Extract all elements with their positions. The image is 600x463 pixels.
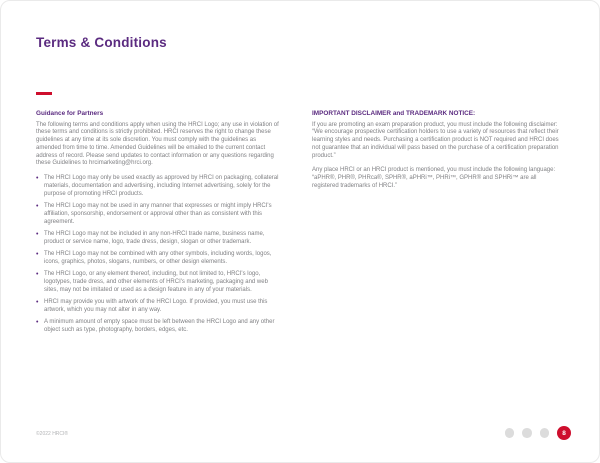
- content-columns: [36, 110, 564, 340]
- page-title: Terms & Conditions: [36, 35, 167, 50]
- guidance-bullet: • The HRCI Logo may not be included in any non-HRCI trade name, business name, product or service name, logo, trade dress, design, slogan or other trademark.: [36, 231, 280, 247]
- copyright-text: ©2022 HRCI®: [36, 431, 69, 437]
- guidance-bullet: • The HRCI Logo, or any element thereof, including, but not limited to, HRCI's logo, logotypes, trade dress, and other elements of HRCI's marketing, packaging and web sites, may not be imitated or used as a design feature in any of your materials.: [36, 271, 280, 294]
- pagination-dot[interactable]: [522, 428, 532, 438]
- accent-divider: [36, 92, 52, 95]
- guidance-bullet: • The HRCI Logo may only be used exactly as approved by HRCI on packaging, collateral materials, documentation and advertising, including Internet advertising, solely for the purpose of promoting HRCI products.: [36, 175, 280, 198]
- disclaimer-heading: IMPORTANT DISCLAIMER and TRADEMARK NOTICE:: [312, 109, 476, 117]
- disclaimer-section: [312, 110, 564, 340]
- guidance-bullet: • The HRCI Logo may not be used in any manner that expresses or might imply HRCI's affiliation, sponsorship, endorsement or approval other than as consistent with this agreement.: [36, 203, 280, 226]
- pagination-dots: [505, 426, 572, 440]
- guidance-bullet: • A minimum amount of empty space must be left between the HRCI Logo and any other object such as type, photography, borders, edges, etc.: [36, 319, 280, 335]
- guidance-bullet-list: [36, 175, 280, 335]
- pagination-dot[interactable]: [505, 428, 515, 438]
- pagination-dot[interactable]: [540, 428, 550, 438]
- guidance-bullet: • HRCI may provide you with artwork of the HRCI Logo. If provided, you must use this artwork, which you may not alter in any way.: [36, 299, 280, 315]
- disclaimer-paragraph: If you are promoting an exam preparation product, you must include the following disclaimer: “We encourage prospective certification holders to use a variety of resources that reflect their learning styles and needs. Purchasing a certification product is NOT required and HRCI does not guarantee that an individual will pass based on the purchase of a certification preparation product.”: [312, 121, 559, 159]
- guidance-heading: Guidance for Partners: [36, 109, 104, 117]
- guidance-bullet: • The HRCI Logo may not be combined with any other symbols, including words, logos, icons, graphics, photos, slogans, numbers, or other design elements.: [36, 251, 280, 267]
- trademark-paragraph: Any place HRCI or an HRCI product is mentioned, you must include the following language: “aPHR®, PHR®, PHRca®, SPHR®, aPHRi™, PHRi™, GPHR® and SPHRi™ are all registered trademarks of HRCI.”: [312, 167, 556, 190]
- guidance-intro-paragraph: The following terms and conditions apply when using the HRCI Logo; any use in violation of these terms and conditions is strictly prohibited. HRCI reserves the right to change these guidelines at any time at its sole discretion. You must comply with the guidelines as amended from time to time. Amended Guidelines will be emailed to the current contact address of record. Please send updates to contact information or any questions regarding these Guidelines to hrcimarketing@hrci.org.: [36, 121, 279, 167]
- guidance-section: [36, 110, 280, 340]
- pagination-current-page[interactable]: 8: [557, 426, 571, 440]
